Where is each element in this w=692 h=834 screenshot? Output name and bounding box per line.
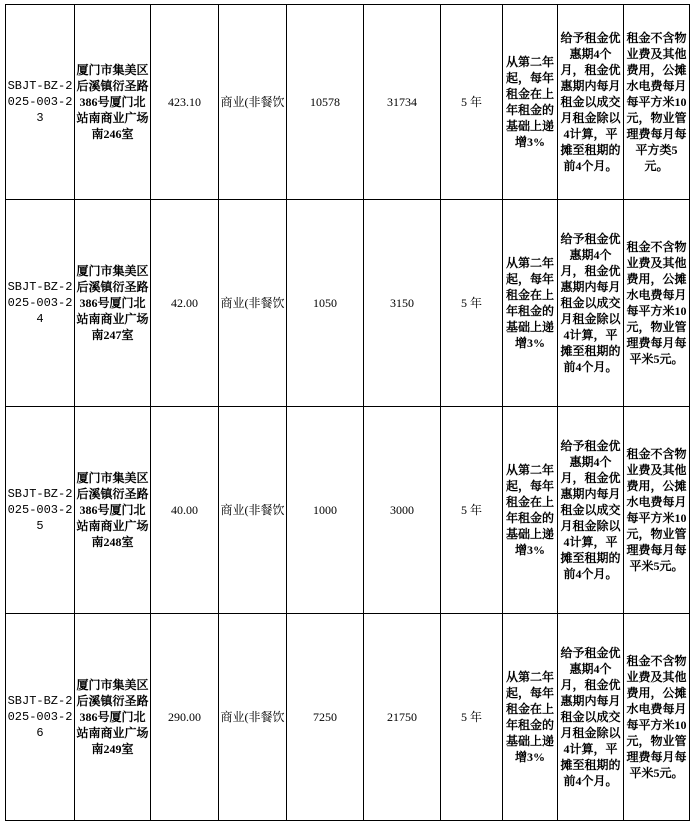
cell-code: SBJT-BZ-2025-003-24	[6, 200, 75, 407]
cell-address: 厦门市集美区后溪镇衍圣路386号厦门北站南商业广场南249室	[75, 614, 151, 821]
cell-deposit: 31734	[364, 5, 441, 200]
cell-free-period: 给予租金优惠期4个月，租金优惠期内每月租金以成交月租金除以4计算，平摊至租期的前4个月。	[558, 407, 624, 614]
cell-term: 5 年	[441, 200, 503, 407]
table-row	[6, 407, 690, 614]
cell-deposit: 21750	[364, 614, 441, 821]
cell-increase: 从第二年起，每年租金在上年租金的基础上递增3%	[503, 5, 558, 200]
cell-area: 40.00	[151, 407, 219, 614]
cell-area: 423.10	[151, 5, 219, 200]
cell-code: SBJT-BZ-2025-003-23	[6, 5, 75, 200]
cell-property-fee: 租金不含物业费及其他费用，公摊水电费每月每平方米10元，物业管理费每月每平米5元。	[624, 614, 690, 821]
cell-usage: 商业(非餐饮	[219, 614, 287, 821]
cell-monthly-rent: 1000	[287, 407, 364, 614]
cell-address: 厦门市集美区后溪镇衍圣路386号厦门北站南商业广场南248室	[75, 407, 151, 614]
cell-property-fee: 租金不含物业费及其他费用，公摊水电费每月每平方米10元，物业管理费每月每平米5元。	[624, 407, 690, 614]
table-row	[6, 200, 690, 407]
cell-monthly-rent: 7250	[287, 614, 364, 821]
table-row	[6, 614, 690, 821]
cell-deposit: 3150	[364, 200, 441, 407]
cell-increase: 从第二年起，每年租金在上年租金的基础上递增3%	[503, 614, 558, 821]
cell-free-period: 给予租金优惠期4个月，租金优惠期内每月租金以成交月租金除以4计算，平摊至租期的前4个月。	[558, 200, 624, 407]
cell-usage: 商业(非餐饮	[219, 5, 287, 200]
cell-area: 290.00	[151, 614, 219, 821]
cell-term: 5 年	[441, 407, 503, 614]
cell-property-fee: 租金不含物业费及其他费用，公摊水电费每月每平方米10元，物业管理费每月每平方类5元。	[624, 5, 690, 200]
cell-address: 厦门市集美区后溪镇衍圣路386号厦门北站南商业广场南246室	[75, 5, 151, 200]
cell-free-period: 给予租金优惠期4个月，租金优惠期内每月租金以成交月租金除以4计算，平摊至租期的前4个月。	[558, 614, 624, 821]
cell-term: 5 年	[441, 5, 503, 200]
cell-address: 厦门市集美区后溪镇衍圣路386号厦门北站南商业广场南247室	[75, 200, 151, 407]
cell-monthly-rent: 1050	[287, 200, 364, 407]
cell-increase: 从第二年起，每年租金在上年租金的基础上递增3%	[503, 200, 558, 407]
cell-code: SBJT-BZ-2025-003-26	[6, 614, 75, 821]
cell-free-period: 给予租金优惠期4个月，租金优惠期内每月租金以成交月租金除以4计算，平摊至租期的前4个月。	[558, 5, 624, 200]
cell-term: 5 年	[441, 614, 503, 821]
cell-usage: 商业(非餐饮	[219, 200, 287, 407]
lease-listing-table	[5, 4, 690, 821]
cell-monthly-rent: 10578	[287, 5, 364, 200]
table-row	[6, 5, 690, 200]
cell-increase: 从第二年起，每年租金在上年租金的基础上递增3%	[503, 407, 558, 614]
cell-property-fee: 租金不含物业费及其他费用，公摊水电费每月每平方米10元，物业管理费每月每平米5元。	[624, 200, 690, 407]
cell-usage: 商业(非餐饮	[219, 407, 287, 614]
cell-deposit: 3000	[364, 407, 441, 614]
cell-code: SBJT-BZ-2025-003-25	[6, 407, 75, 614]
cell-area: 42.00	[151, 200, 219, 407]
